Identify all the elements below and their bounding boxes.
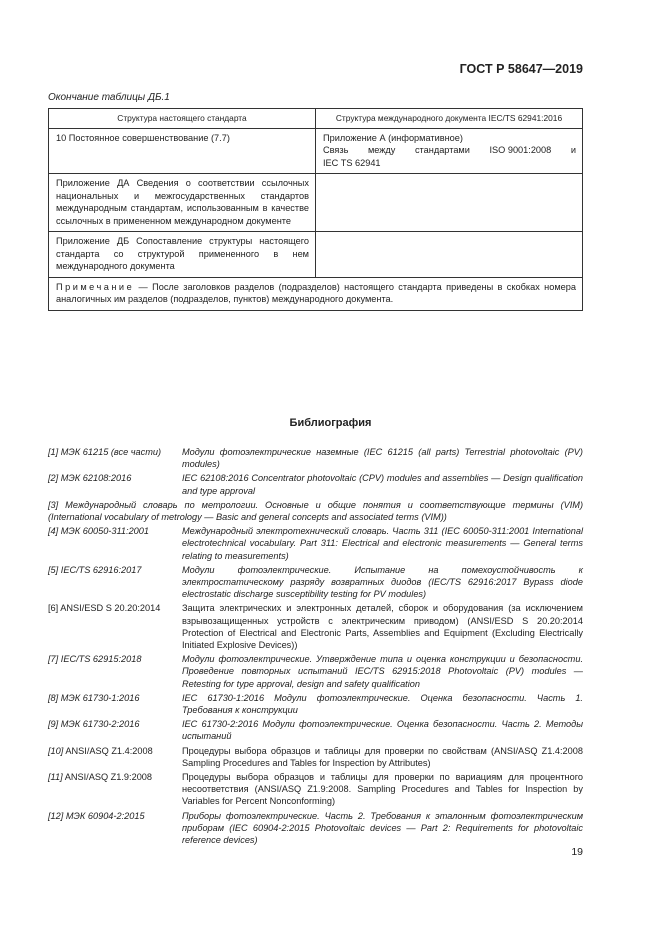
bibliography-ref: [8] МЭК 61730-1:2016 <box>48 692 140 703</box>
bibliography-item <box>48 745 583 769</box>
bibliography-ref: [2] МЭК 62108:2016 <box>48 473 132 484</box>
cell-line: Приложение А (информативное) <box>323 132 463 143</box>
word: и <box>570 145 576 155</box>
table-row <box>49 128 583 174</box>
bibliography-list <box>48 446 583 848</box>
table-row <box>49 174 583 232</box>
page-number: 19 <box>571 846 583 858</box>
table-cell <box>316 232 583 278</box>
bibliography-text: Процедуры выбора образцов и таблицы для проверки по вариациям для процентного несоответствия (ANSI/ASQ Z1.9:2008. Sampling Procedures and Tables for Inspection by Variables for Percent Nonconforming) <box>182 772 583 807</box>
bibliography-item <box>48 446 583 470</box>
table-cell: Приложение ДА Сведения о соответствии ссылочных национальных и межгосударственных стандартов международным стандартам, использованным в качестве ссылочных в примененном международном документе <box>49 174 316 232</box>
bibliography-text: Модули фотоэлектрические. Испытание на помехоустойчивость к электростатическому разряду возвратных диодов (IEC/TS 62916:2017 Bypass diode electrostatic discharge susceptibility testing for PV modules) <box>182 564 583 600</box>
table-cell: Приложение ДБ Сопоставление структуры настоящего стандарта со структурой примененного в нем международного документа <box>49 232 316 278</box>
word: ISO 9001:2008 <box>489 145 552 155</box>
bibliography-item <box>48 653 583 690</box>
bibliography-ref: [12] МЭК 60904-2:2015 <box>48 810 145 821</box>
bibliography-item <box>48 692 583 716</box>
bibliography-item <box>48 564 583 601</box>
bibliography-num: [11] <box>48 772 63 783</box>
document-code: ГОСТ Р 58647—2019 <box>459 62 583 76</box>
column-header-national: Структура настоящего стандарта <box>49 109 316 129</box>
bibliography-ref: [6] ANSI/ESD S 20.20:2014 <box>48 603 161 614</box>
bibliography-ref: [5] IEC/TS 62916:2017 <box>48 564 142 575</box>
bibliography-text: IEC 61730-1:2016 Модули фотоэлектрические. Оценка безопасности. Часть 1. Требования к конструкции <box>182 692 583 716</box>
bibliography-ref: [4] МЭК 60050-311:2001 <box>48 526 150 537</box>
word: между <box>367 145 396 155</box>
bibliography-item <box>48 810 583 847</box>
table-cell: 10 Постоянное совершенствование (7.7) <box>49 128 316 174</box>
bibliography-item <box>48 718 583 742</box>
bibliography-ref: [9] МЭК 61730-2:2016 <box>48 719 140 730</box>
bibliography-ref: [1] МЭК 61215 (все части) <box>48 447 162 457</box>
bibliography-ref <box>48 771 182 808</box>
bibliography-text: Модули фотоэлектрические. Утверждение типа и оценка конструкции и безопасности. Проведение повторных испытаний IEC/TS 62915:2018 Photovoltaic (PV) modules — Retesting for type approval, design and safety qualification <box>182 654 583 689</box>
bibliography-item: [3] Международный словарь по метрологии. Основные и общие понятия и соответствующие термины (VIM) (International vocabulary of metrology — Basic and general concepts and associated terms (VIM)) <box>48 499 583 523</box>
table-row <box>49 232 583 278</box>
word: Связь <box>323 145 349 155</box>
table-note-row <box>49 277 583 310</box>
bibliography-num: [10] <box>48 745 64 756</box>
bibliography-ref-code: ANSI/ASQ Z1.4:2008 <box>63 745 153 756</box>
table-cell <box>316 174 583 232</box>
bibliography-item <box>48 525 583 562</box>
bibliography-text: IEC 62108:2016 Concentrator photovoltaic (CPV) modules and assemblies — Design qualification and type approval <box>182 473 583 496</box>
column-header-international: Структура международного документа IEC/TS 62941:2016 <box>316 109 583 129</box>
bibliography-text: Приборы фотоэлектрические. Часть 2. Требования к эталонным фотоэлектрическим приборам (IEC 60904-2:2015 Photovoltaic devices — Part 2: Requirements for photovoltaic reference devices) <box>182 810 583 846</box>
table-caption: Окончание таблицы ДБ.1 <box>48 92 170 103</box>
bibliography-ref: [7] IEC/TS 62915:2018 <box>48 654 142 665</box>
bibliography-ref <box>48 745 182 769</box>
note-label: Примечание <box>56 281 135 292</box>
bibliography-item <box>48 771 583 808</box>
note-text: — После заголовков разделов (подразделов) настоящего стандарта приведены в скобках номера аналогичных им разделов (подразделов, пунктов) международного документа. <box>56 281 576 304</box>
bibliography-text: Модули фотоэлектрические наземные (IEC 61215 (all parts) Terrestrial photovoltaic (PV) modules) <box>182 447 583 470</box>
word: стандартами <box>414 145 470 155</box>
table-note <box>49 277 583 310</box>
bibliography-text: IEC 61730-2:2016 Модули фотоэлектрические. Оценка безопасности. Часть 2. Методы испытаний <box>182 719 583 742</box>
bibliography-item <box>48 472 583 496</box>
table-cell <box>316 128 583 174</box>
bibliography-text: Процедуры выбора образцов и таблицы для проверки по свойствам (ANSI/ASQ Z1.4:2008 Sampling Procedures and Tables for Inspection by Attributes) <box>182 745 583 768</box>
bibliography-text: Международный электротехнический словарь. Часть 311 (IEC 60050-311:2001 International electrotechnical vocabulary. Part 311: Electrical and electronic measurements — General terms relating to measurements) <box>182 526 583 561</box>
bibliography-title: Библиография <box>289 417 372 429</box>
bibliography-item <box>48 602 583 651</box>
structure-comparison-table <box>48 108 583 311</box>
bibliography-ref-code: ANSI/ASQ Z1.9:2008 <box>62 772 153 783</box>
cell-line <box>323 144 576 157</box>
cell-line: IEC TS 62941 <box>323 157 381 168</box>
bibliography-text: Защита электрических и электронных деталей, сборок и оборудования (за исключением взрывозащищенных устройств с электрическим приводом) (ANSI/ESD S 20.20:2014 Protection of Electrical and Electronic Parts, Assemblies and Equipment (Excluding Electrically Initiated Explosive Devices)) <box>182 603 583 651</box>
table-header-row <box>49 109 583 129</box>
